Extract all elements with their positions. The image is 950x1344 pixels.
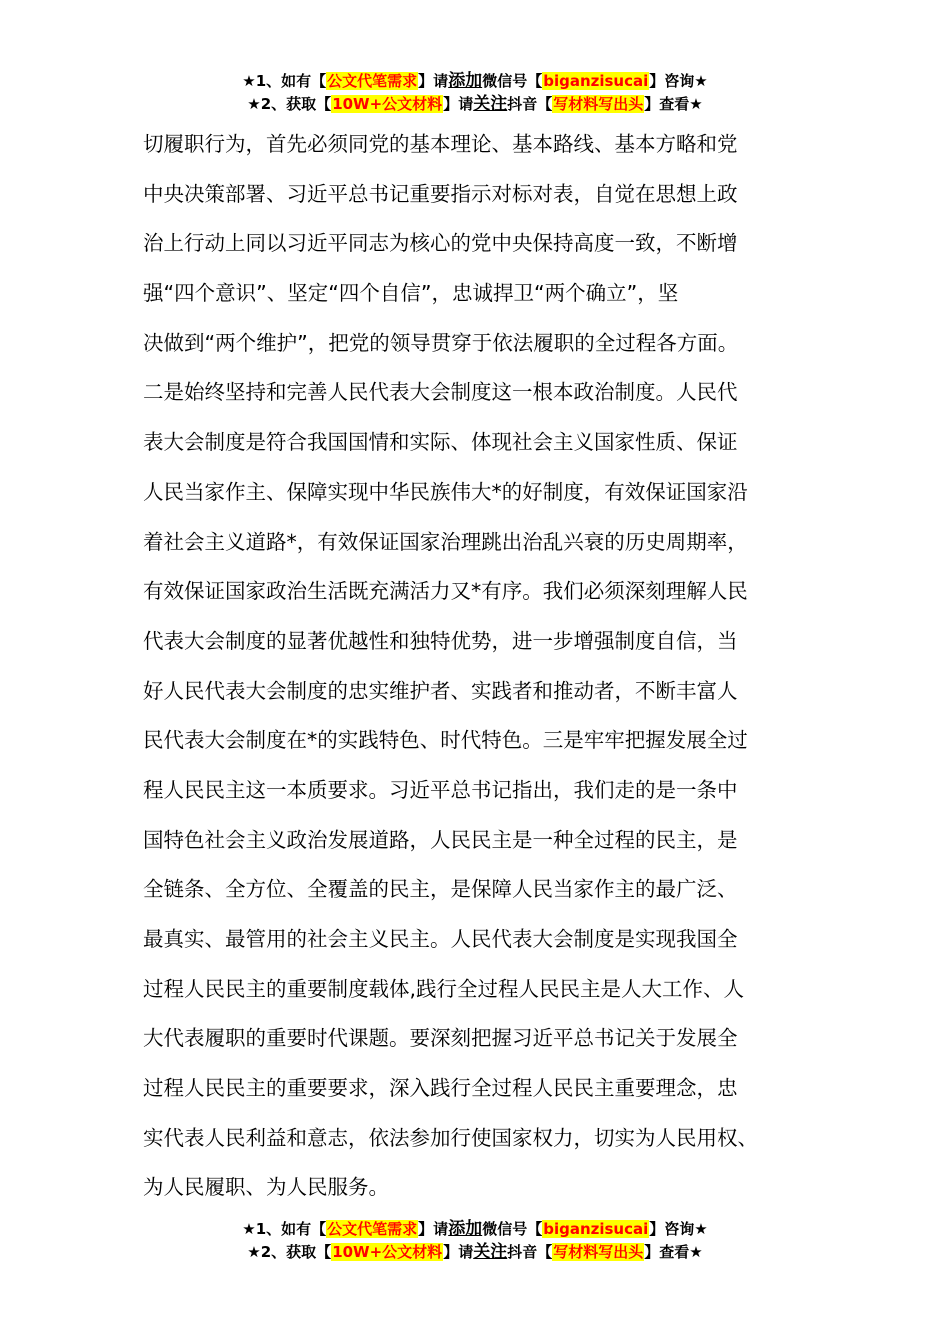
banner-text: 】咨询★ (649, 72, 708, 90)
banner-line-2 (0, 93, 950, 116)
text-line: 强“四个意识”、坚定“四个自信”，忠诚捍卫“两个确立”，坚 (143, 281, 679, 306)
banner-text: ★1、如有【 (242, 1220, 327, 1238)
text-line: 程人民民主这一本质要求。习近平总书记指出，我们走的是一条中 (143, 777, 738, 802)
text-line: 切履职行为，首先必须同党的基本理论、基本路线、基本方略和党 (143, 132, 738, 156)
banner-text: 微信号【 (482, 72, 543, 90)
text-line: 实代表人民利益和意志，依法参加行使国家权力，切实为人民用权、 (143, 1125, 758, 1150)
banner-line-1 (0, 1218, 950, 1241)
text-line: 全链条、全方位、全覆盖的民主，是保障人民当家作主的最广泛、 (143, 877, 738, 902)
document-body (143, 120, 823, 1213)
bottom-banner (0, 1218, 950, 1264)
highlight-wechat-id: biganzisucai (543, 72, 649, 90)
highlight-ghostwriting-service: 公文代笔需求 (327, 72, 418, 90)
banner-text: 】请 (443, 95, 474, 113)
banner-text: ★2、获取【 (247, 95, 332, 113)
banner-text: 】请 (418, 72, 449, 90)
banner-text: 】请 (418, 1220, 449, 1238)
banner-text: 】查看★ (644, 95, 703, 113)
text-line: 过程人民民主的重要制度载体,践行全过程人民民主是人大工作、人 (143, 976, 745, 1001)
text-line: 代表大会制度的显著优越性和独特优势，进一步增强制度自信，当 (143, 628, 738, 653)
text-line: 着社会主义道路*，有效保证国家治理跳出治乱兴衰的历史周期率， (143, 529, 748, 554)
text-line: 有效保证国家政治生活既充满活力又*有序。我们必须深刻理解人民 (143, 579, 748, 604)
emphasis-follow: 关注 (473, 94, 508, 114)
banner-line-2 (0, 1241, 950, 1264)
highlight-douyin-account: 写材料写出头 (553, 1243, 644, 1261)
text-line: 人民当家作主、保障实现中华民族伟大*的好制度，有效保证国家沿 (143, 479, 748, 504)
text-line: 民代表大会制度在*的实践特色、时代特色。三是牢牢把握发展全过 (143, 728, 748, 753)
text-line: 为人民履职、为人民服务。 (143, 1175, 389, 1200)
text-line: 二是始终坚持和完善人民代表大会制度这一根本政治制度。人民代 (143, 380, 738, 405)
emphasis-add: 添加 (448, 71, 483, 91)
text-line: 中央决策部署、习近平总书记重要指示对标对表，自觉在思想上政 (143, 181, 738, 206)
banner-line-1 (0, 70, 950, 93)
banner-text: 】请 (443, 1243, 474, 1261)
banner-text: ★2、获取【 (247, 1243, 332, 1261)
banner-text: ★1、如有【 (242, 72, 327, 90)
text-line: 过程人民民主的重要要求，深入践行全过程人民民主重要理念，忠 (143, 1076, 738, 1101)
text-line: 决做到“两个维护”，把党的领导贯穿于依法履职的全过程各方面。 (143, 330, 739, 355)
text-line: 治上行动上同以习近平同志为核心的党中央保持高度一致，不断增 (143, 231, 738, 256)
text-line: 表大会制度是符合我国国情和实际、体现社会主义国家性质、保证 (143, 430, 738, 455)
text-line: 大代表履职的重要时代课题。要深刻把握习近平总书记关于发展全 (143, 1026, 738, 1051)
banner-text: 抖音【 (507, 95, 553, 113)
banner-text: 微信号【 (482, 1220, 543, 1238)
banner-text: 】咨询★ (649, 1220, 708, 1238)
banner-text: 抖音【 (507, 1243, 553, 1261)
highlight-ghostwriting-service: 公文代笔需求 (327, 1220, 418, 1238)
highlight-douyin-account: 写材料写出头 (553, 95, 644, 113)
text-line: 最真实、最管用的社会主义民主。人民代表大会制度是实现我国全 (143, 927, 738, 951)
text-line: 好人民代表大会制度的忠实维护者、实践者和推动者，不断丰富人 (143, 678, 738, 703)
banner-text: 】查看★ (644, 1243, 703, 1261)
highlight-materials: 10W+公文材料 (332, 95, 443, 113)
top-banner (0, 70, 950, 116)
text-line: 国特色社会主义政治发展道路，人民民主是一种全过程的民主，是 (143, 827, 738, 852)
highlight-materials: 10W+公文材料 (332, 1243, 443, 1261)
emphasis-add: 添加 (448, 1219, 483, 1239)
emphasis-follow: 关注 (473, 1242, 508, 1262)
highlight-wechat-id: biganzisucai (543, 1220, 649, 1238)
